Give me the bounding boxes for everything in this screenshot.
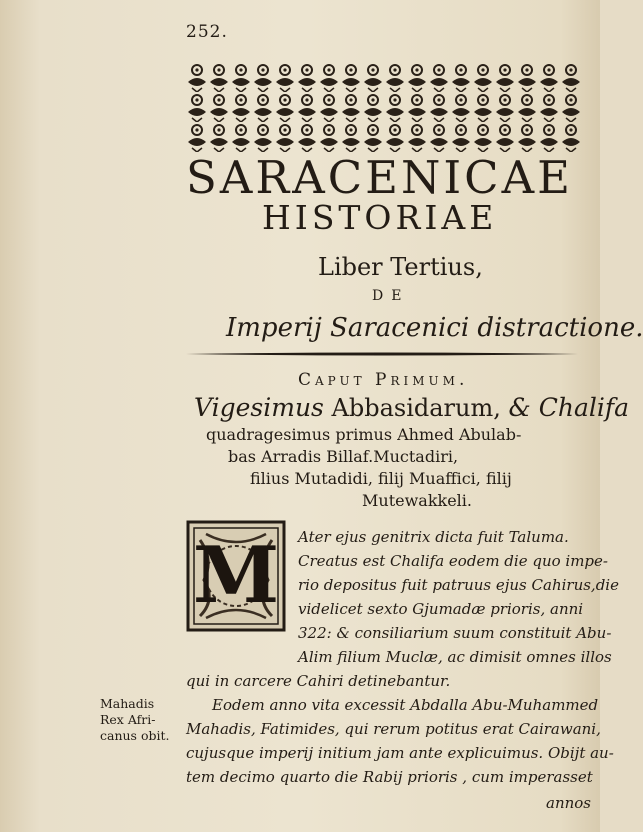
heading-line-1: [194, 392, 629, 424]
body-line-3: rio depositus fuit patruus ejus Cahirus,die: [298, 576, 619, 594]
margin-note-3: canus obit.: [100, 728, 170, 743]
heading-line-3: bas Arradis Billaf.Muctadiri,: [228, 447, 459, 466]
body-line-1: Ater ejus genitrix dicta fuit Taluma.: [298, 528, 569, 546]
heading-vigesimus: Vigesimus: [194, 393, 324, 422]
heading-abbasidarum: Abbasidarum,: [331, 394, 501, 422]
heading-line-4: filius Mutadidi, filij Muaffici, filij: [250, 469, 512, 488]
body-line-4: videlicet sexto Gjumadæ prioris, anni: [298, 600, 584, 618]
title-historiae: HISTORIAE: [262, 198, 498, 237]
initial-letter: M: [192, 530, 280, 621]
heading-line-5: Mutewakkeli.: [362, 491, 472, 510]
margin-note-2: Rex Afri-: [100, 712, 156, 727]
body-line-10: cujusque imperij initium jam ante explicuimus. Obijt au-: [186, 744, 614, 762]
body-line-8: Eodem anno vita excessit Abdalla Abu-Muhammed: [212, 696, 599, 714]
decorative-headpiece: [186, 62, 582, 154]
heading-chalifa: & Chalifa: [508, 393, 629, 422]
decorated-initial: [186, 520, 286, 632]
body-line-11: tem decimo quarto die Rabij prioris , cum imperasset: [186, 768, 593, 786]
title-de: DE: [372, 288, 410, 304]
title-saracenicae: SARACENICAE: [186, 151, 573, 204]
body-line-2: Creatus est Chalifa eodem die quo impe-: [298, 552, 608, 570]
body-line-6: Alim filium Muclæ, ac dimisit omnes illos: [298, 648, 612, 666]
margin-note-1: Mahadis: [100, 696, 155, 711]
catchword: annos: [546, 794, 591, 812]
page-number: 252.: [186, 22, 228, 42]
heading-line-2: quadragesimus primus Ahmed Abulab-: [206, 425, 522, 444]
chapter-heading: Caput Primum.: [298, 370, 469, 390]
title-imperij: Imperij Saracenici distractione.: [226, 313, 643, 343]
title-rule: [186, 350, 578, 358]
body-line-5: 322: & consiliarium suum constituit Abu-: [298, 624, 612, 642]
body-line-9: Mahadis, Fatimides, qui rerum potitus erat Cairawani,: [186, 720, 601, 738]
body-line-7: qui in carcere Cahiri detinebantur.: [186, 672, 451, 690]
title-liber-tertius: Liber Tertius,: [318, 253, 483, 281]
